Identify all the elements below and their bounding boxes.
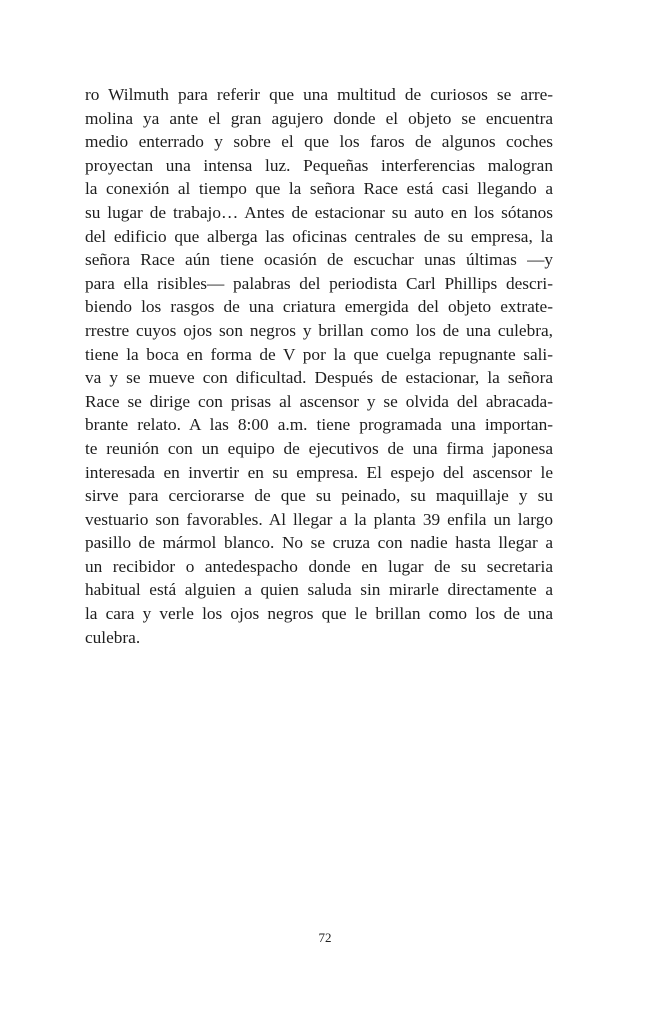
text-line: su lugar de trabajo… Antes de estacionar su auto en los sótanos [85, 202, 553, 222]
body-paragraph [85, 83, 553, 649]
text-line: va y se mueve con dificultad. Después de estacionar, la señora [85, 368, 553, 388]
text-line: interesada en invertir en su empresa. El espejo del ascensor le [85, 462, 553, 482]
text-line: la conexión al tiempo que la señora Race está casi llegando a [85, 179, 553, 199]
text-line: medio enterrado y sobre el que los faros de algunos coches [85, 132, 553, 152]
text-line: habitual está alguien a quien saluda sin mirarle directamente a [85, 580, 553, 600]
page-number: 72 [318, 930, 332, 945]
text-line: para ella risibles— palabras del periodista Carl Phillips descri- [85, 273, 553, 293]
text-line: Race se dirige con prisas al ascensor y se olvida del abracada- [85, 391, 553, 411]
text-line: te reunión con un equipo de ejecutivos de una firma japonesa [85, 438, 553, 458]
text-line: molina ya ante el gran agujero donde el objeto se encuentra [85, 108, 553, 128]
text-line: tiene la boca en forma de V por la que cuelga repugnante sali- [85, 344, 553, 364]
text-line: la cara y verle los ojos negros que le brillan como los de una [85, 604, 553, 624]
text-line: vestuario son favorables. Al llegar a la planta 39 enfila un largo [85, 509, 553, 529]
text-line: rrestre cuyos ojos son negros y brillan como los de una culebra, [85, 320, 553, 340]
text-line: brante relato. A las 8:00 a.m. tiene programada una importan- [85, 415, 553, 435]
text-line: pasillo de mármol blanco. No se cruza con nadie hasta llegar a [85, 533, 553, 553]
text-line: un recibidor o antedespacho donde en lugar de su secretaria [85, 556, 553, 576]
text-line: del edificio que alberga las oficinas centrales de su empresa, la [85, 226, 553, 246]
text-line-last: culebra. [85, 627, 141, 647]
text-line: ro Wilmuth para referir que una multitud de curiosos se arre- [85, 85, 553, 104]
text-line: biendo los rasgos de una criatura emergida del objeto extrate- [85, 297, 553, 317]
text-line: proyectan una intensa luz. Pequeñas interferencias malogran [85, 155, 553, 175]
text-line: señora Race aún tiene ocasión de escuchar unas últimas —y [85, 250, 553, 270]
text-line: sirve para cerciorarse de que su peinado, su maquillaje y su [85, 486, 553, 506]
